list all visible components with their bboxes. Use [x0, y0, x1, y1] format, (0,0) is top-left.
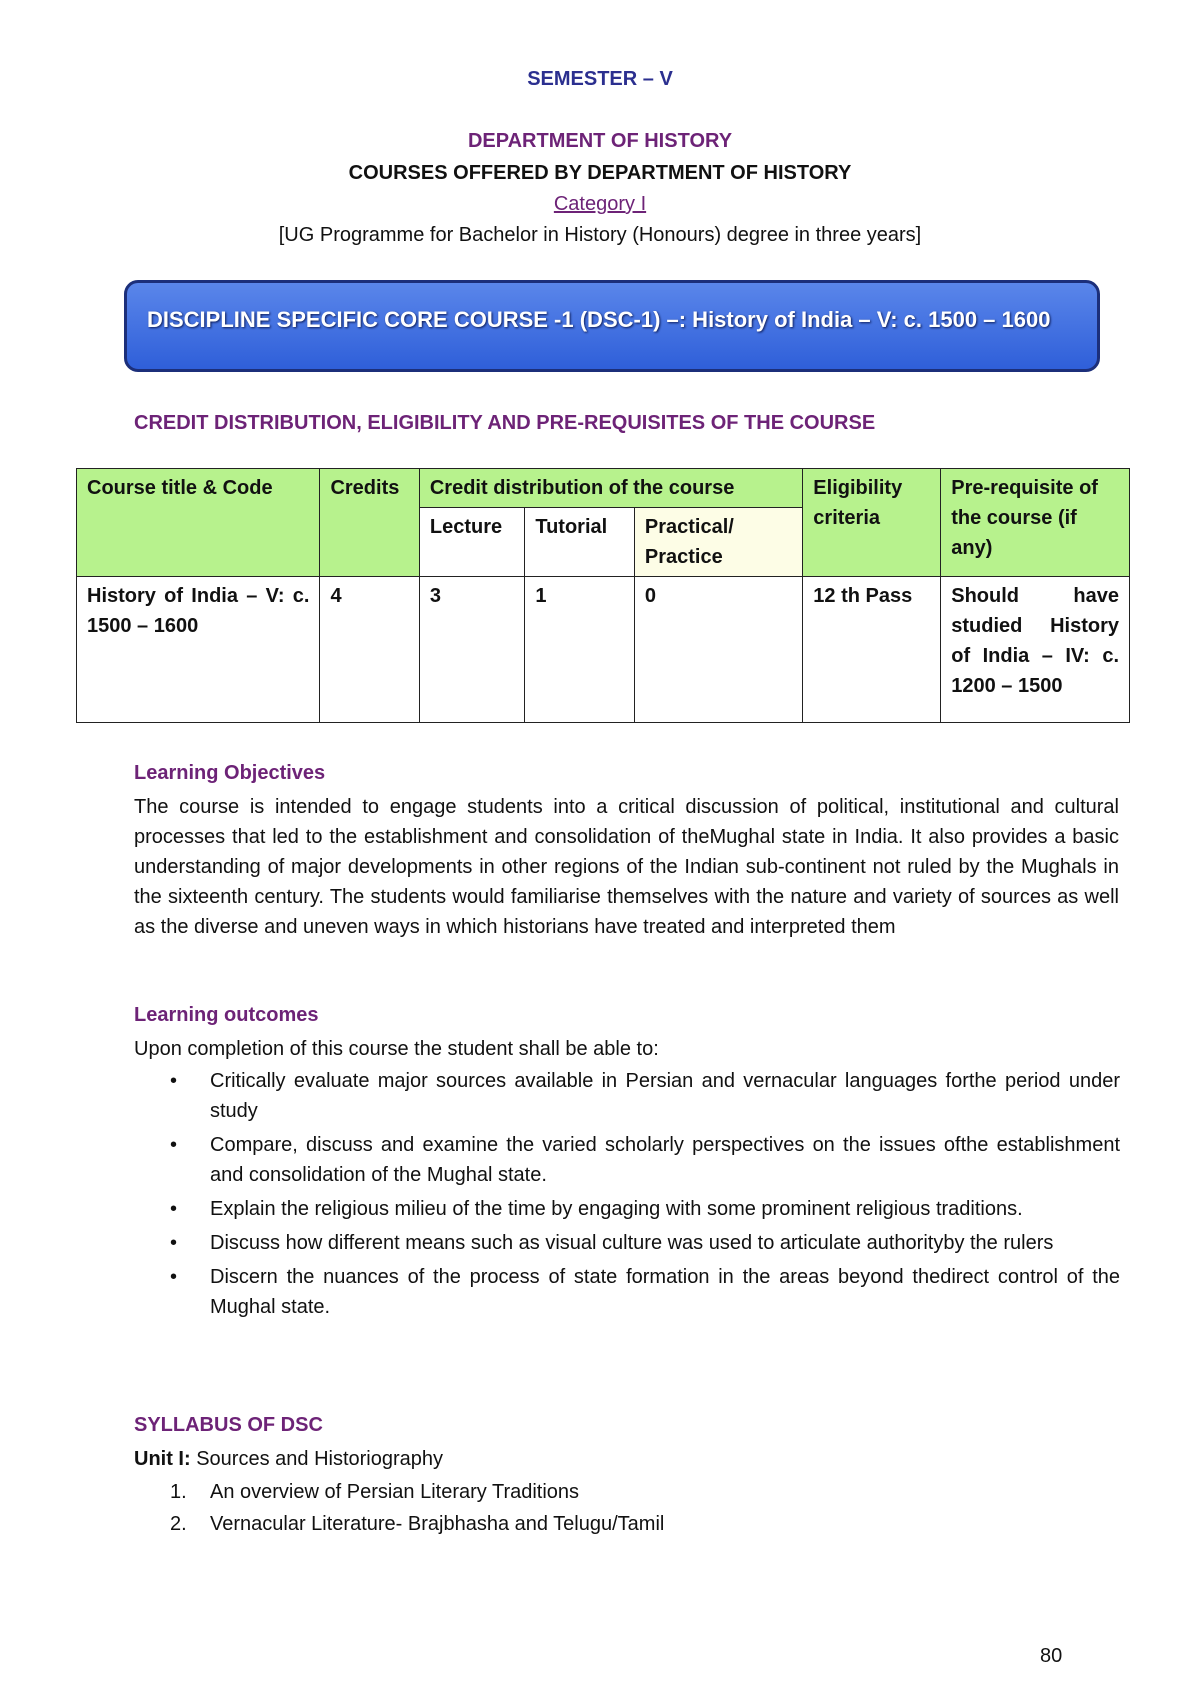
table-row — [77, 577, 1130, 723]
topic-number: 1. — [170, 1481, 187, 1503]
learning-objectives-text — [134, 792, 1119, 942]
learning-outcomes-list — [170, 1066, 1120, 1326]
unit-title: Sources and Historiography — [190, 1448, 444, 1470]
header-eligibility: Eligibility criteria — [803, 469, 941, 577]
list-item — [170, 1228, 1120, 1258]
credit-distribution-heading: CREDIT DISTRIBUTION, ELIGIBILITY AND PRE-REQUISITES OF THE COURSE — [134, 412, 876, 434]
header-tutorial: Tutorial — [525, 508, 635, 577]
topic-number: 2. — [170, 1513, 187, 1535]
cell-prerequisite: Should have studied History of India – IV: c. 1200 – 1500 — [941, 577, 1130, 723]
topic-text: Vernacular Literature- Brajbhasha and Telugu/Tamil — [210, 1513, 665, 1535]
list-item-text: Discuss how different means such as visual culture was used to articulate authorityby the rulers — [210, 1232, 1054, 1254]
bullet-icon: • — [170, 1070, 178, 1092]
table-header-row — [77, 469, 1130, 508]
header-practical: Practical/ Practice — [634, 508, 802, 577]
header-course-title: Course title & Code — [77, 469, 320, 577]
syllabus-heading: SYLLABUS OF DSC — [134, 1414, 323, 1436]
list-item — [170, 1508, 1120, 1540]
cell-tutorial: 1 — [525, 577, 635, 723]
list-item — [170, 1066, 1120, 1126]
cell-course-title: History of India – V: c. 1500 – 1600 — [77, 577, 320, 723]
cell-credits: 4 — [320, 577, 419, 723]
page-number: 80 — [1040, 1645, 1063, 1667]
header-credit-distribution: Credit distribution of the course — [419, 469, 802, 508]
learning-outcomes-intro: Upon completion of this course the student shall be able to: — [134, 1038, 659, 1060]
header-prerequisite: Pre-requisite of the course (if any) — [941, 469, 1130, 577]
list-item-text: Compare, discuss and examine the varied scholarly perspectives on the issues ofthe establishment and consolidation of the Mughal state. — [210, 1134, 1120, 1186]
bullet-icon: • — [170, 1266, 178, 1288]
list-item — [170, 1262, 1120, 1322]
unit-label: Unit I: — [134, 1448, 191, 1470]
learning-objectives-heading: Learning Objectives — [134, 762, 326, 784]
unit-heading — [134, 1444, 1119, 1474]
bullet-icon: • — [170, 1232, 178, 1254]
bullet-icon: • — [170, 1198, 178, 1220]
course-title-banner-text: DISCIPLINE SPECIFIC CORE COURSE -1 (DSC-1) –: History of India – V: c. 1500 – 1600 — [147, 307, 1051, 332]
list-item-text: Explain the religious milieu of the time by engaging with some prominent religious traditions. — [210, 1198, 1023, 1220]
unit-topics-list — [170, 1476, 1120, 1540]
credit-distribution-table — [76, 468, 1130, 723]
courses-offered-heading: COURSES OFFERED BY DEPARTMENT OF HISTORY — [348, 162, 852, 184]
list-item — [170, 1476, 1120, 1508]
list-item — [170, 1130, 1120, 1190]
topic-text: An overview of Persian Literary Traditions — [210, 1481, 580, 1503]
department-heading: DEPARTMENT OF HISTORY — [467, 130, 733, 152]
list-item-text: Discern the nuances of the process of state formation in the areas beyond thedirect control of the Mughal state. — [210, 1266, 1120, 1318]
list-item — [170, 1194, 1120, 1224]
category-label: Category I — [553, 193, 647, 215]
cell-practical: 0 — [634, 577, 802, 723]
header-lecture: Lecture — [419, 508, 525, 577]
learning-outcomes-heading: Learning outcomes — [134, 1004, 319, 1026]
learning-objectives-paragraph: The course is intended to engage students into a critical discussion of political, institutional and cultural processes that led to the establishment and consolidation of theMughal state in India. It also provides a basic understanding of major developments in other regions of the Indian sub-continent not ruled by the Mughals in the sixteenth century. The students would familiarise themselves with the nature and variety of sources as well as the diverse and uneven ways in which historians have treated and interpreted them — [134, 796, 1119, 938]
semester-heading: SEMESTER – V — [527, 68, 673, 90]
header-credits: Credits — [320, 469, 419, 577]
cell-lecture: 3 — [419, 577, 525, 723]
bullet-icon: • — [170, 1134, 178, 1156]
cell-eligibility: 12 th Pass — [803, 577, 941, 723]
course-title-banner — [124, 280, 1100, 372]
programme-label: [UG Programme for Bachelor in History (Honours) degree in three years] — [278, 224, 922, 246]
list-item-text: Critically evaluate major sources available in Persian and vernacular languages forthe period under study — [210, 1070, 1120, 1122]
